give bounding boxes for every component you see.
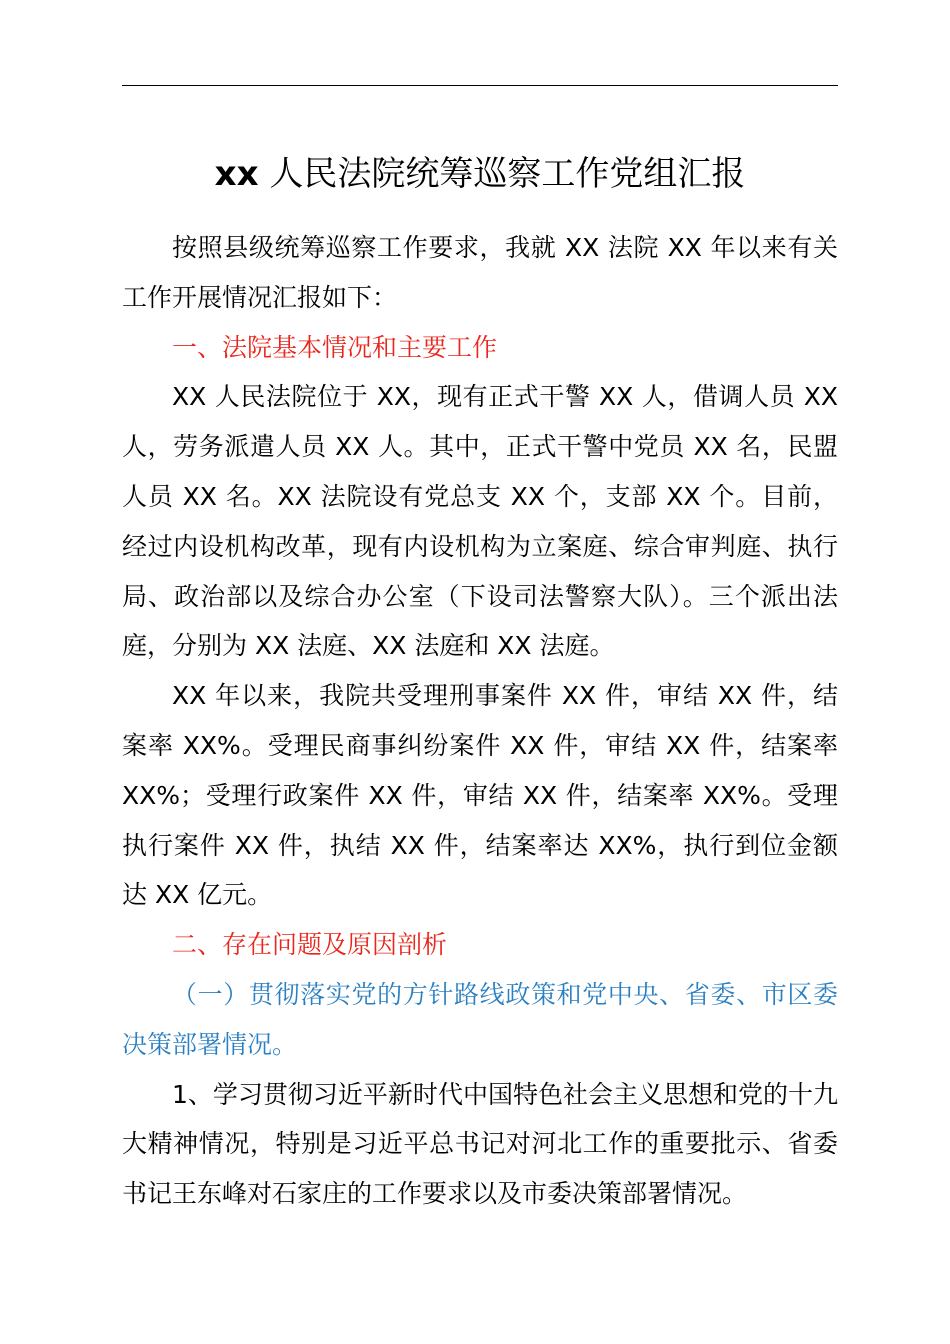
title-latin: xx [214,154,259,194]
case-statistics-paragraph: XX 年以来，我院共受理刑事案件 XX 件，审结 XX 件，结案率 XX%。受理民商事纠纷案件 XX 件，审结 XX 件，结案率 XX%；受理行政案件 XX 件，审结 XX 件，结案率 XX%。受理执行案件 XX 件，执结 XX 件，结案率达 XX%，执行到位金额达 XX 亿元。 [122,681,838,910]
intro-paragraph: 按照县级统筹巡察工作要求，我就 XX 法院 XX 年以来有关工作开展情况汇报如下： [122,233,838,312]
section-heading-2: 二、存在问题及原因剖析 [172,930,448,960]
header-rule [122,85,838,86]
document-body [122,223,838,1219]
section-heading-1: 一、法院基本情况和主要工作 [172,332,498,362]
document-title [122,148,838,200]
subsection-heading-1: （一）贯彻落实党的方针路线政策和党中央、省委、市区委决策部署情况。 [122,979,838,1059]
title-text: 人民法院统筹巡察工作党组汇报 [258,154,746,194]
basic-info-paragraph: XX 人民法院位于 XX，现有正式干警 XX 人，借调人员 XX 人，劳务派遣人员 XX 人。其中，正式干警中党员 XX 名，民盟人员 XX 名。XX 法院设有党总支 XX 个，支部 XX 个。目前，经过内设机构改革，现有内设机构为立案庭、综合审判庭、执行局、政治部以及综合办公室（下设司法警察大队）。三个派出法庭，分别为 XX 法庭、XX 法庭和 XX 法庭。 [122,382,838,661]
item-paragraph-1: 1、学习贯彻习近平新时代中国特色社会主义思想和党的十九大精神情况，特别是习近平总书记对河北工作的重要批示、省委书记王东峰对石家庄的工作要求以及市委决策部署情况。 [122,1079,838,1209]
